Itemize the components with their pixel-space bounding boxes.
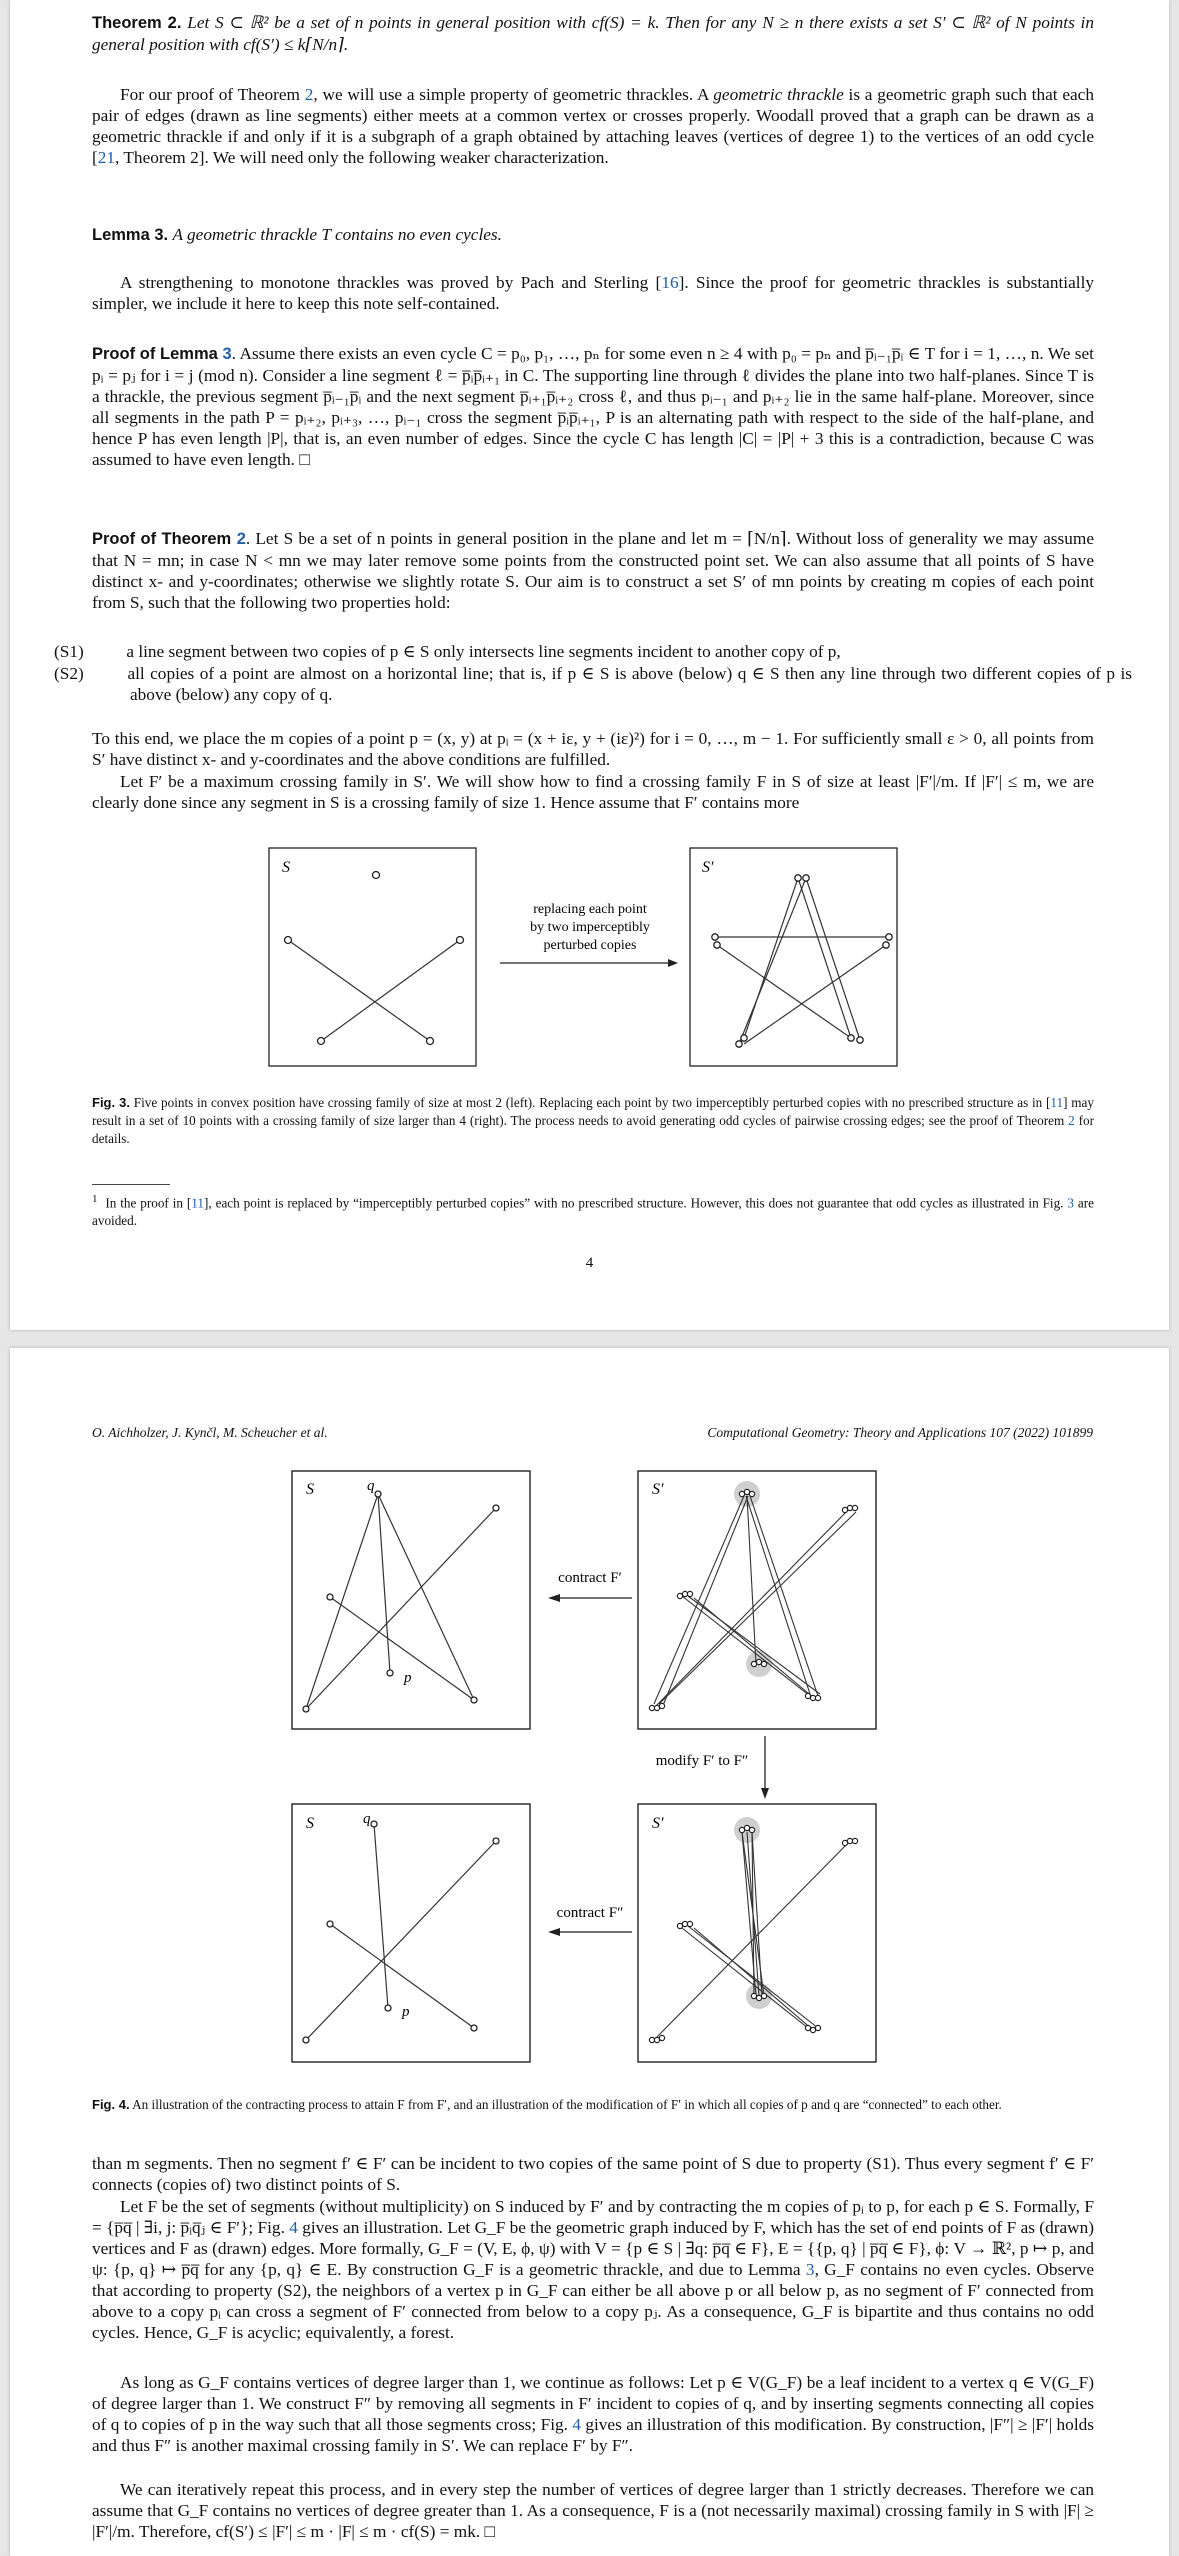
property-s1: (S1) a line segment between two copies of p ∈ S only intersects line segments incident to another copy of p,	[54, 642, 841, 661]
fig3-right-segments	[715, 878, 889, 1044]
paragraph-monotone-thrackles: A strengthening to monotone thrackles was proved by Pach and Sterling [16]. Since the proof for geometric thrackles is substantially simpler, we include it here to keep this note self-contained.	[92, 273, 1095, 313]
proof-theorem-2: Proof of Theorem 2. Let S be a set of n points in general position in the plane and let m = ⌈N/n⌉. Without loss of generality we may assume that N = mn; in case N < mn we may later remove some points from the constructed point set. We can also assume that all points of S have distinct x- and y-coordinates; otherwise we slightly rotate S. Our aim is to construct a set S′ of mn points by creating m copies of each point from S, such that the following two properties hold:	[92, 529, 1094, 612]
footnote-ref-fig3[interactable]: 3	[1067, 1195, 1074, 1211]
fig3-arrow-text-3: perturbed copies	[543, 938, 637, 953]
ref-lemma-3b[interactable]: 3	[805, 2260, 815, 2279]
fig4-label-p-bottom: p	[402, 2004, 410, 2020]
paragraph-segments: than m segments. Then no segment f′ ∈ F′ can be incident to two copies of the same point of S due to property (S1). Thus every segment f′ ∈ F′ connects (copies of) two distinct points of S.	[92, 2154, 1094, 2194]
paragraph-copies: To this end, we place the m copies of a point p = (x, y) at pᵢ = (x + iε, y + (iε)²) for i = 0, …, m − 1. For sufficiently small ε > 0, all points from S′ have distinct x- and y-coordinates and the above conditions are fulfilled.	[92, 729, 1094, 769]
paragraph-modification: As long as G_F contains vertices of degree larger than 1, we continue as follows: Let p ∈ V(G_F) be a leaf incident to a vertex q ∈ V(G_F) of degree larger than 1. We construct F″ by removing all segments in F′ incident to copies of q, and by inserting segments connecting all copies of q to copies of p in the way such that all those segments cross; Fig. 4 gives an illustration of this modification. By construction, |F″| ≥ |F′| holds and thus F″ is another maximal crossing family in S′. We can replace F′ by F″.	[92, 2373, 1094, 2455]
fig4-contract-f-double-prime: contract F″	[556, 1905, 624, 1921]
lemma-3-label: Lemma 3.	[92, 226, 169, 244]
ref-theorem-2[interactable]: 2	[304, 85, 314, 104]
figure-4-caption: Fig. 4. An illustration of the contracting process to attain F from F′, and an illustration of the modification of F′ in which all copies of p and q are “connected” to each other.	[92, 2097, 1002, 2112]
fig3-ref-theorem-2[interactable]: 2	[1068, 1113, 1075, 1128]
footnote-rule	[92, 1184, 170, 1185]
lemma-3	[92, 224, 1094, 246]
fig3-label-s: S	[282, 859, 290, 876]
lemma-3-statement: A geometric thrackle T contains no even cycles.	[172, 225, 502, 244]
ref-lemma-3[interactable]: 3	[222, 345, 232, 363]
footnote-ref-11[interactable]: 11	[191, 1195, 204, 1211]
page-4	[10, 0, 1169, 1330]
fig4-modify-label: modify F′ to F″	[655, 1753, 749, 1769]
fig4-label-sp-top: S′	[652, 1481, 664, 1498]
ref-21[interactable]: 21	[97, 148, 116, 167]
paragraph-thrackles: For our proof of Theorem 2, we will use a simple property of geometric thrackles. A geometric thrackle is a geometric graph such that each pair of edges (drawn as line segments) either meets at a common vertex or crosses properly. Woodall proved that a graph can be drawn as a geometric thrackle if and only if it is a subgraph of a graph obtained by attaching leaves (vertices of degree 1) to the vertices of an odd cycle [21, Theorem 2]. We will need only the following weaker characterization.	[92, 85, 1094, 167]
fig3-left-points	[285, 872, 464, 1045]
footnote-1: $^1$ In the proof in [11], each point is replaced by “imperceptibly perturbed copies” with no prescribed structure. However, this does not guarantee that odd cycles as illustrated in Fig. 3 are avoided.	[92, 1193, 1094, 1229]
page-5	[10, 1348, 1169, 2556]
fig4-label-s-top: S	[306, 1481, 314, 1498]
theorem-2-label: Theorem 2.	[92, 14, 182, 32]
paragraph-conclusion: We can iteratively repeat this process, and in every step the number of vertices of degree larger than 1 strictly decreases. Therefore we can assume that G_F contains no vertices of degree greater than 1. As a consequence, F is a (not necessarily maximal) crossing family in S with |F| ≥ |F′|/m. Therefore, cf(S′) ≤ |F′| ≤ m · |F| ≤ m · cf(S) = mk. □	[92, 2480, 1094, 2541]
ref-fig-4b[interactable]: 4	[572, 2415, 581, 2434]
paragraph-contracting: Let F be the set of segments (without multiplicity) on S induced by F′ and by contracting the m copies of pᵢ to p, for each p ∈ S. Formally, F = {p̅q̅ | ∃i, j: p̅ᵢq̅ⱼ ∈ F′}; Fig. 4 gives an illustration. Let G_F be the geometric graph induced by F, which has the set of end points of F as (drawn) vertices and F as (drawn) edges. More formally, G_F = (V, E, ϕ, ψ) with V = {p ∈ S | ∃q: p̅q̅ ∈ F}, E = {{p, q} | p̅q̅ ∈ F}, ϕ: V → ℝ², p ↦ p, and ψ: {p, q} ↦ p̅q̅ for any {p, q} ∈ E. By construction G_F is a geometric thrackle, and due to Lemma 3, G_F contains no even cycles. Observe that according to property (S2), the neighbors of a vertex p in G_F can either be all above p or all below p, as no segment of F′ connected from above to a copy pᵢ can cross a segment of F′ connected from below to a copy pⱼ. As a consequence, G_F is bipartite and thus contains no odd cycles. Hence, G_F is acyclic; equivalently, a forest.	[92, 2197, 1095, 2342]
figure-4	[290, 1468, 910, 2068]
fig4-label-q-top: q	[367, 1478, 375, 1494]
fig3-arrow-text-2: by two imperceptibly	[530, 920, 650, 935]
fig4-label-q-bottom: q	[363, 1811, 371, 1827]
fig3-right-frame	[690, 848, 897, 1066]
fig4-contract-f-prime: contract F′	[558, 1570, 622, 1586]
ref-fig-4[interactable]: 4	[289, 2218, 298, 2237]
proof-lemma-3: Proof of Lemma 3. Assume there exists an even cycle C = p₀, p₁, …, pₙ for some even n ≥ 4 with p₀ = pₙ and p̅ᵢ₋₁p̅ᵢ ∈ T for i = 1, …, n. We set pᵢ = pⱼ for i = j (mod n). Consider a line segment ℓ = p̅ᵢp̅ᵢ₊₁ in C. The supporting line through ℓ divides the plane into two half-planes. Since T is a thrackle, the previous segment p̅ᵢ₋₁p̅ᵢ and the next segment p̅ᵢ₊₁p̅ᵢ₊₂ cross ℓ, and thus pᵢ₋₁ and pᵢ₊₂ lie in the same half-plane. Moreover, since all segments in the path P = pᵢ₊₂, pᵢ₊₃, …, pᵢ₋₁ cross the segment p̅ᵢp̅ᵢ₊₁, P is an alternating path with respect to the side of the half-plane, and hence P has even length |P|, that is, an even number of edges. Since the cycle C has length |C| = |P| + 3 this is a contradiction, because C was assumed to have even length. □	[92, 344, 1094, 469]
fig4-label-s-bottom: S	[306, 1815, 314, 1832]
theorem-2-statement: Let S ⊂ ℝ² be a set of n points in general position with cf(S) = k. Then for any N ≥ n there exists a set S′ ⊂ ℝ² of N points in general position with cf(S′) ≤ k⌈N/n⌉.	[92, 13, 1094, 54]
running-header-authors: O. Aichholzer, J. Kynčl, M. Scheucher et al.	[92, 1425, 328, 1440]
running-header-journal: Computational Geometry: Theory and Applications 107 (2022) 101899	[707, 1425, 1093, 1440]
ref-theorem-2b[interactable]: 2	[236, 530, 246, 548]
fig3-ref-11[interactable]: 11	[1050, 1095, 1064, 1110]
fig3-right-points	[712, 875, 892, 1047]
fig4-label-sp-bottom: S′	[652, 1815, 664, 1832]
figure-3-caption: Fig. 3. Five points in convex position have crossing family of size at most 2 (left). Replacing each point by two imperceptibly perturbed copies with no prescribed structure as in [11] may result in a set of 10 points with a crossing family of size larger than 4 (right). The process needs to avoid generating odd cycles of pairwise crossing edges; see the proof of Theorem 2 for details.	[92, 1095, 1094, 1146]
fig3-label-s-prime: S′	[702, 859, 714, 876]
page-number: 4	[585, 1255, 594, 1271]
fig3-left-frame	[269, 848, 476, 1066]
paragraph-max-family: Let F′ be a maximum crossing family in S′. We will show how to find a crossing family F in S of size at least |F′|/m. If |F′| ≤ m, we are clearly done since any segment in S is a crossing family of size 1. Hence assume that F′ contains more	[92, 772, 1094, 812]
figure-3	[268, 838, 918, 1074]
property-s2: (S2) all copies of a point are almost on a horizontal line; that is, if p ∈ S is above (below) q ∈ S then any line through two different copies of p is above (below) any copy of q.	[54, 664, 1132, 704]
ref-16[interactable]: 16	[661, 273, 679, 292]
fig4-label-p-top: p	[404, 1670, 412, 1686]
fig3-arrow-text-1: replacing each point	[533, 902, 647, 917]
theorem-2	[92, 12, 1094, 55]
fig3-left-segments	[288, 940, 460, 1041]
